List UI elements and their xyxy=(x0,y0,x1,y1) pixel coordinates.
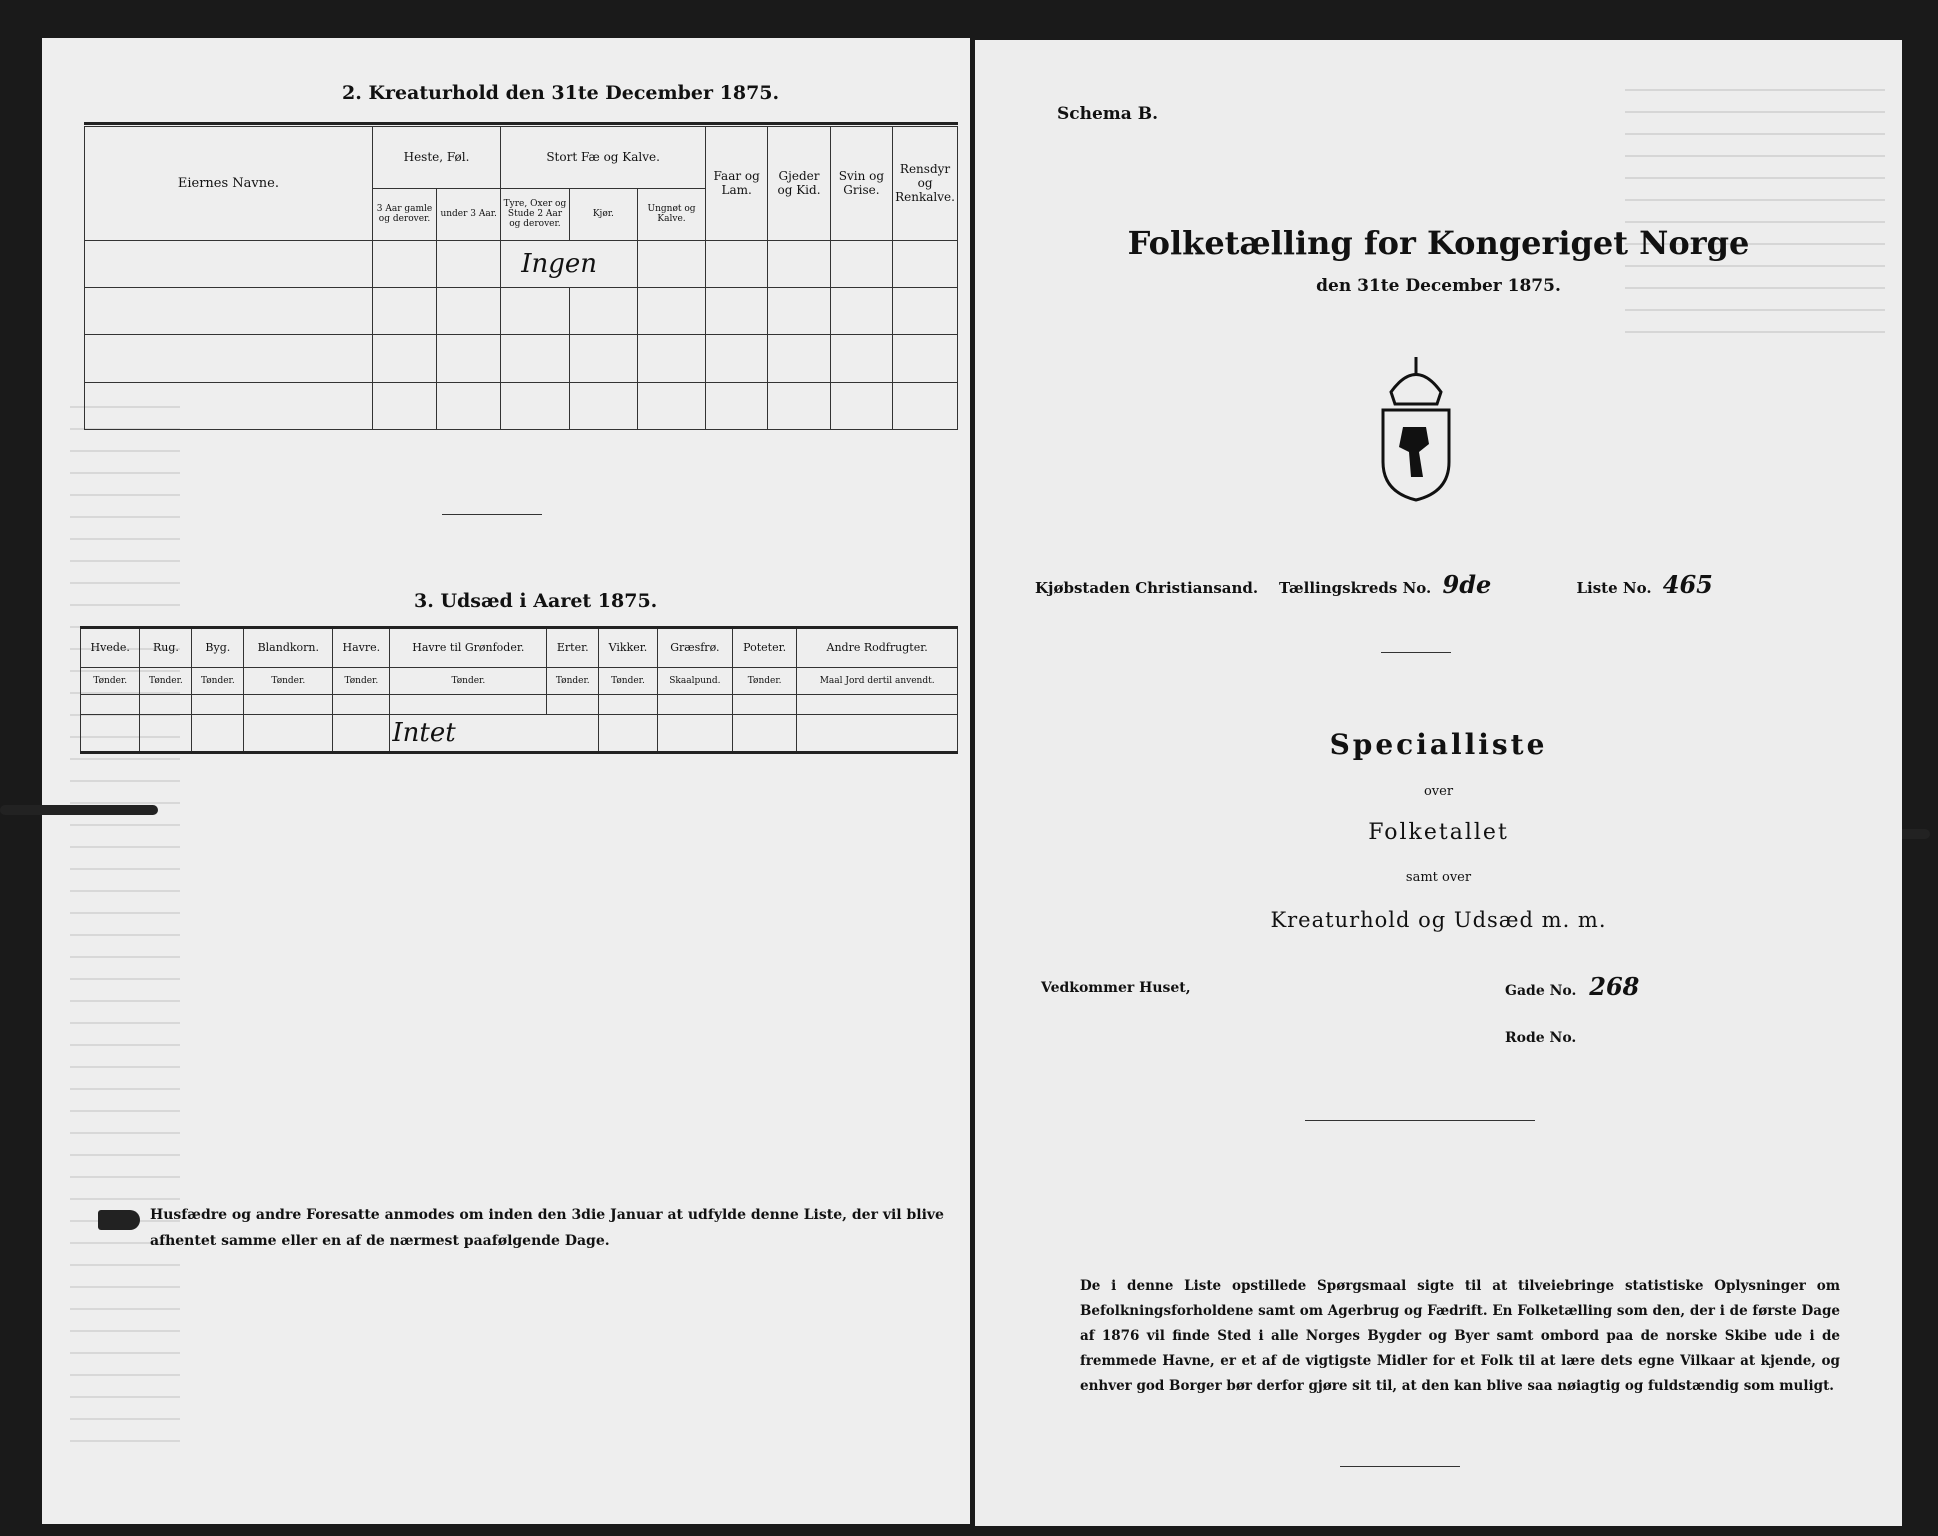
seed-unit: Tønder. xyxy=(140,667,192,694)
pointing-hand-icon xyxy=(98,1210,140,1230)
bleed-through-margin-text xyxy=(1625,80,1885,340)
seed-col-grass: Græsfrø. xyxy=(657,628,732,668)
schema-label: Schema B. xyxy=(1057,104,1159,124)
left-page xyxy=(42,38,970,1524)
seed-table xyxy=(80,626,958,754)
rode-label: Rode No. xyxy=(1505,1030,1577,1046)
separator-rule xyxy=(1340,1466,1460,1467)
list-value: 465 xyxy=(1662,570,1713,599)
notice-text: Husfædre og andre Foresatte anmodes om inden den 3die Januar at udfylde denne Liste, der vil blive afhentet samme eller en af de nærmest paafølgende Dage. xyxy=(150,1207,944,1249)
reindeer-column-header: Rensdyr og Renkalve. xyxy=(893,127,958,241)
seed-unit-row xyxy=(81,667,958,694)
separator-rule xyxy=(442,514,542,515)
district-label: Tællingskreds No. xyxy=(1279,579,1432,597)
district-value: 9de xyxy=(1442,570,1492,599)
sheep-column-header: Faar og Lam. xyxy=(706,127,768,241)
seed-entry: Intet xyxy=(390,715,599,753)
list-label: Liste No. xyxy=(1576,579,1652,597)
oxen-header: Tyre, Oxer og Stude 2 Aar og derover. xyxy=(501,188,570,240)
livestock-table xyxy=(84,126,958,430)
street-line xyxy=(1505,972,1639,1001)
seed-col-wheat: Hvede. xyxy=(81,628,140,668)
seed-unit: Tønder. xyxy=(244,667,333,694)
seed-title: 3. Udsæd i Aaret 1875. xyxy=(414,590,658,612)
horse-under3-header: under 3 Aar. xyxy=(437,188,501,240)
separator-rule xyxy=(1381,652,1451,653)
left-page-marker xyxy=(0,805,158,815)
right-page xyxy=(975,40,1902,1526)
norway-coat-of-arms-icon xyxy=(1371,352,1461,502)
horse-group-header: Heste, Føl. xyxy=(372,127,500,189)
samt-over-text: samt over xyxy=(1405,870,1472,885)
pig-column-header: Svin og Grise. xyxy=(830,127,892,241)
seed-unit: Tønder. xyxy=(81,667,140,694)
seed-col-oats: Havre. xyxy=(333,628,390,668)
livestock-title: 2. Kreaturhold den 31te December 1875. xyxy=(342,82,780,104)
cattle-group-header: Stort Fæ og Kalve. xyxy=(501,127,706,189)
footer-paragraph: De i denne Liste opstillede Spørgsmaal sigte til at tilveiebringe statistiske Oplysninger om Befolkningsforholdene samt om Agerbrug og Fædrift. En Folketælling som den, der i de første Dage af 1876 vil finde Sted i alle Norges Bygder og Byer samt ombord paa de norske Skibe ude i de fremmede Havne, er et af de vigtigste Midler for et Folk til at lære dets egne Vilkaar at kjende, og enhver god Borger bør derfor gjøre sit til, at den kan blive saa nøiagtig og fuldstændig som muligt. xyxy=(1080,1278,1840,1394)
cows-header: Kjør. xyxy=(569,188,637,240)
seed-col-rye: Rug. xyxy=(140,628,192,668)
goat-column-header: Gjeder og Kid. xyxy=(768,127,830,241)
livestock-line: Kreaturhold og Udsæd m. m. xyxy=(1270,908,1607,932)
livestock-table-top-rule xyxy=(84,122,958,125)
seed-unit: Tønder. xyxy=(547,667,599,694)
population-title: Folketallet xyxy=(1368,820,1509,845)
seed-col-mixed: Blandkorn. xyxy=(244,628,333,668)
seed-unit: Tønder. xyxy=(599,667,657,694)
street-value: 268 xyxy=(1589,972,1640,1001)
seed-col-barley: Byg. xyxy=(192,628,244,668)
date-line: den 31te December 1875. xyxy=(1316,276,1561,296)
seed-header-row xyxy=(81,628,958,668)
seed-unit: Tønder. xyxy=(333,667,390,694)
special-list-title: Specialliste xyxy=(1329,728,1548,761)
main-title: Folketælling for Kongeriget Norge xyxy=(1127,224,1750,262)
seed-col-peas: Erter. xyxy=(547,628,599,668)
bleed-through-margin-text xyxy=(70,398,180,1448)
young-cattle-header: Ungnøt og Kalve. xyxy=(638,188,706,240)
horse-3yr-header: 3 Aar gamle og derover. xyxy=(372,188,436,240)
livestock-entry: Ingen xyxy=(501,240,638,287)
seed-unit: Tønder. xyxy=(390,667,547,694)
town-label: Kjøbstaden Christiansand. xyxy=(1035,579,1259,597)
location-line xyxy=(1035,570,1713,599)
seed-unit: Skaalpund. xyxy=(657,667,732,694)
separator-rule xyxy=(1305,1120,1535,1121)
seed-unit: Maal Jord dertil anvendt. xyxy=(797,667,958,694)
seed-col-vetch: Vikker. xyxy=(599,628,657,668)
seed-col-green-oats: Havre til Grønfoder. xyxy=(390,628,547,668)
seed-col-potatoes: Poteter. xyxy=(733,628,797,668)
seed-unit: Tønder. xyxy=(192,667,244,694)
over-text: over xyxy=(1423,784,1454,799)
seed-unit: Tønder. xyxy=(733,667,797,694)
owner-column-header: Eiernes Navne. xyxy=(85,127,373,241)
house-label: Vedkommer Huset, xyxy=(1041,980,1191,996)
street-label: Gade No. xyxy=(1505,983,1577,999)
seed-col-roots: Andre Rodfrugter. xyxy=(797,628,958,668)
